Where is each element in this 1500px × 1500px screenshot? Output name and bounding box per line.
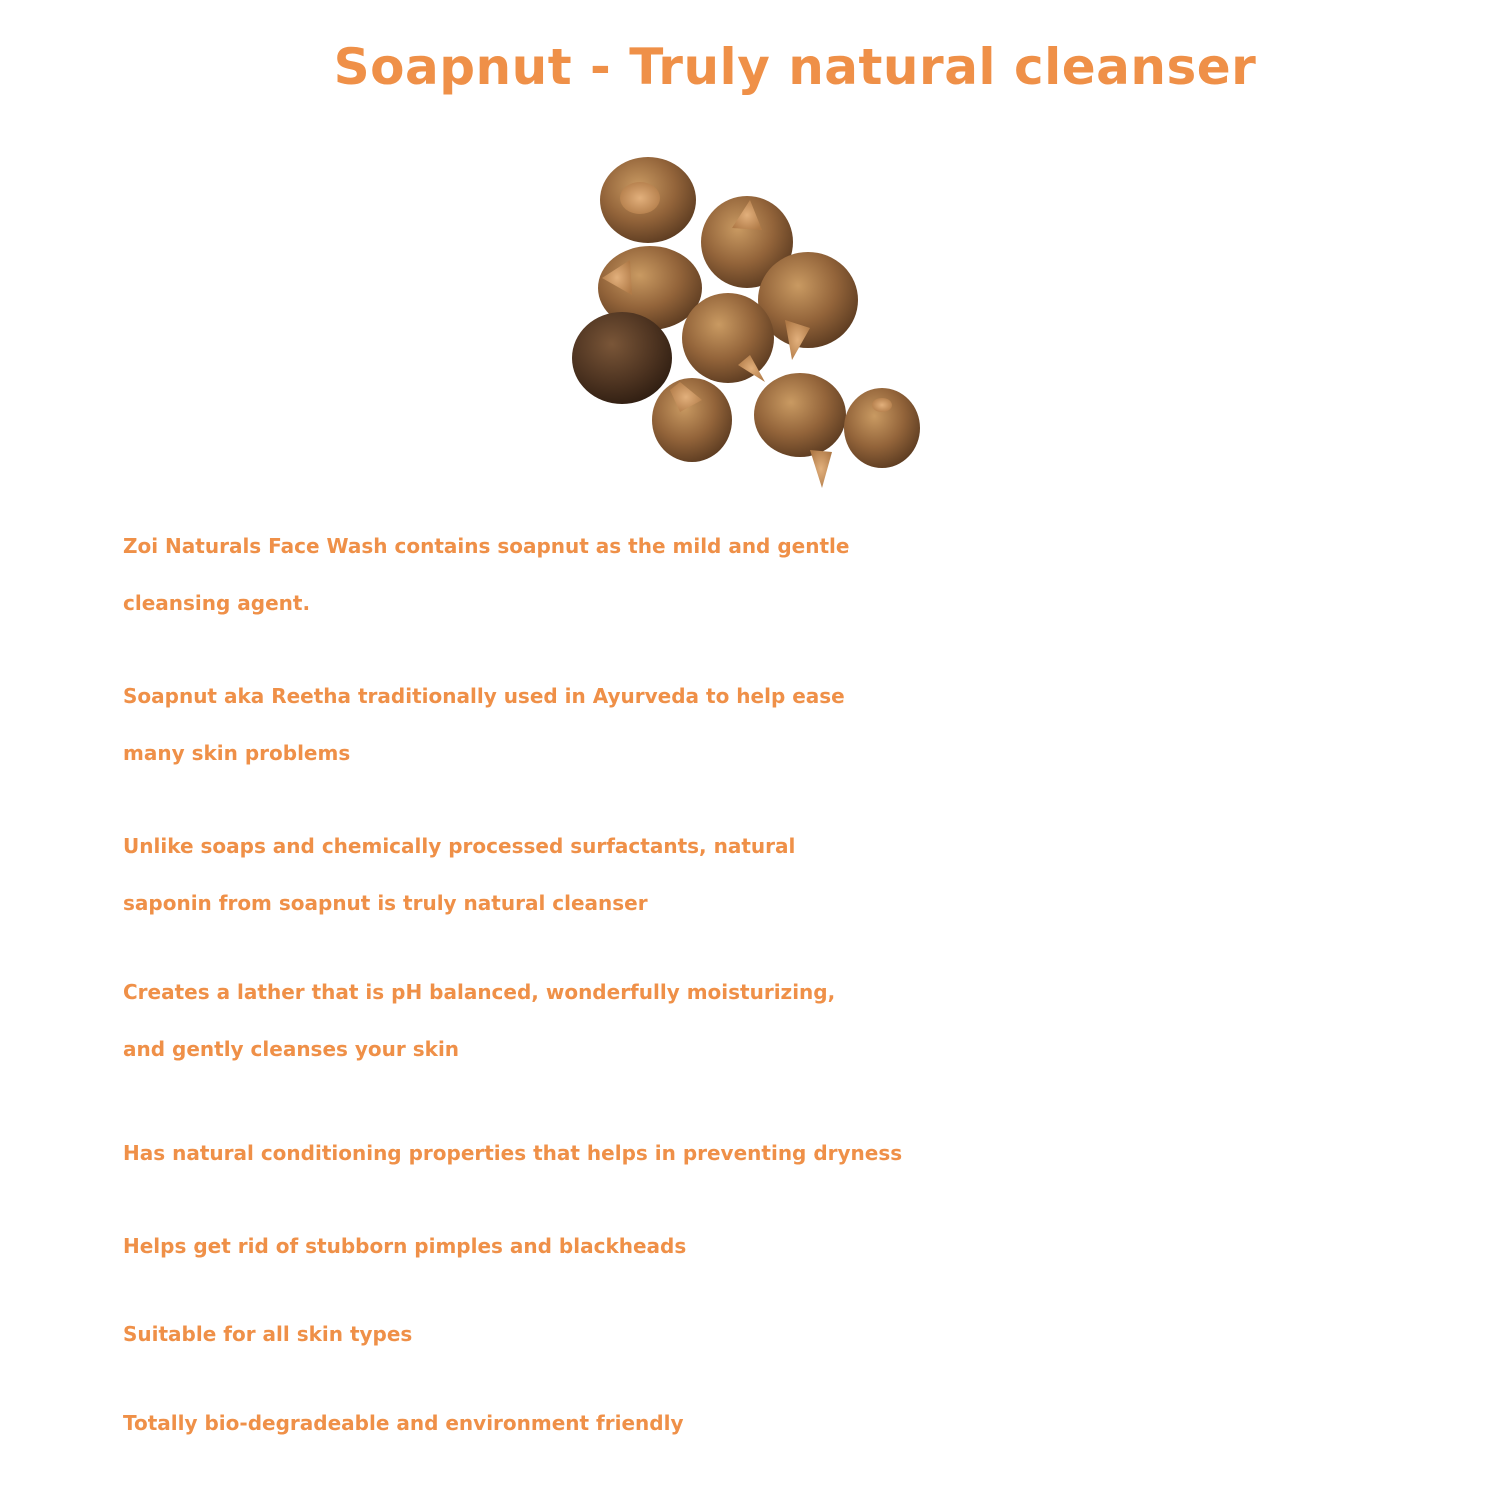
feature-line: Has natural conditioning properties that helps in preventing dryness [123, 1141, 903, 1165]
feature-paragraph [123, 818, 1483, 932]
feature-line: cleansing agent. [123, 591, 311, 615]
soapnut-cluster-icon [560, 150, 940, 495]
feature-line: Totally bio-degradeable and environment friendly [123, 1411, 684, 1435]
feature-paragraph [123, 1306, 1483, 1363]
feature-paragraph [123, 668, 1483, 782]
feature-paragraph [123, 1395, 1483, 1452]
feature-line: Soapnut aka Reetha traditionally used in Ayurveda to help ease [123, 684, 845, 708]
feature-line: Creates a lather that is pH balanced, wonderfully moisturizing, [123, 980, 836, 1004]
feature-line: Helps get rid of stubborn pimples and blackheads [123, 1234, 687, 1258]
feature-line: Suitable for all skin types [123, 1322, 413, 1346]
feature-paragraph [123, 1125, 1483, 1182]
feature-line: Unlike soaps and chemically processed surfactants, natural [123, 834, 796, 858]
feature-line: saponin from soapnut is truly natural cleanser [123, 891, 648, 915]
feature-line: Zoi Naturals Face Wash contains soapnut as the mild and gentle [123, 534, 850, 558]
feature-line: many skin problems [123, 741, 351, 765]
feature-paragraph [123, 1218, 1483, 1275]
page-title: Soapnut - Truly natural cleanser [333, 38, 1257, 96]
feature-paragraph [123, 964, 1483, 1078]
feature-paragraph [123, 518, 1483, 632]
feature-line: and gently cleanses your skin [123, 1037, 460, 1061]
